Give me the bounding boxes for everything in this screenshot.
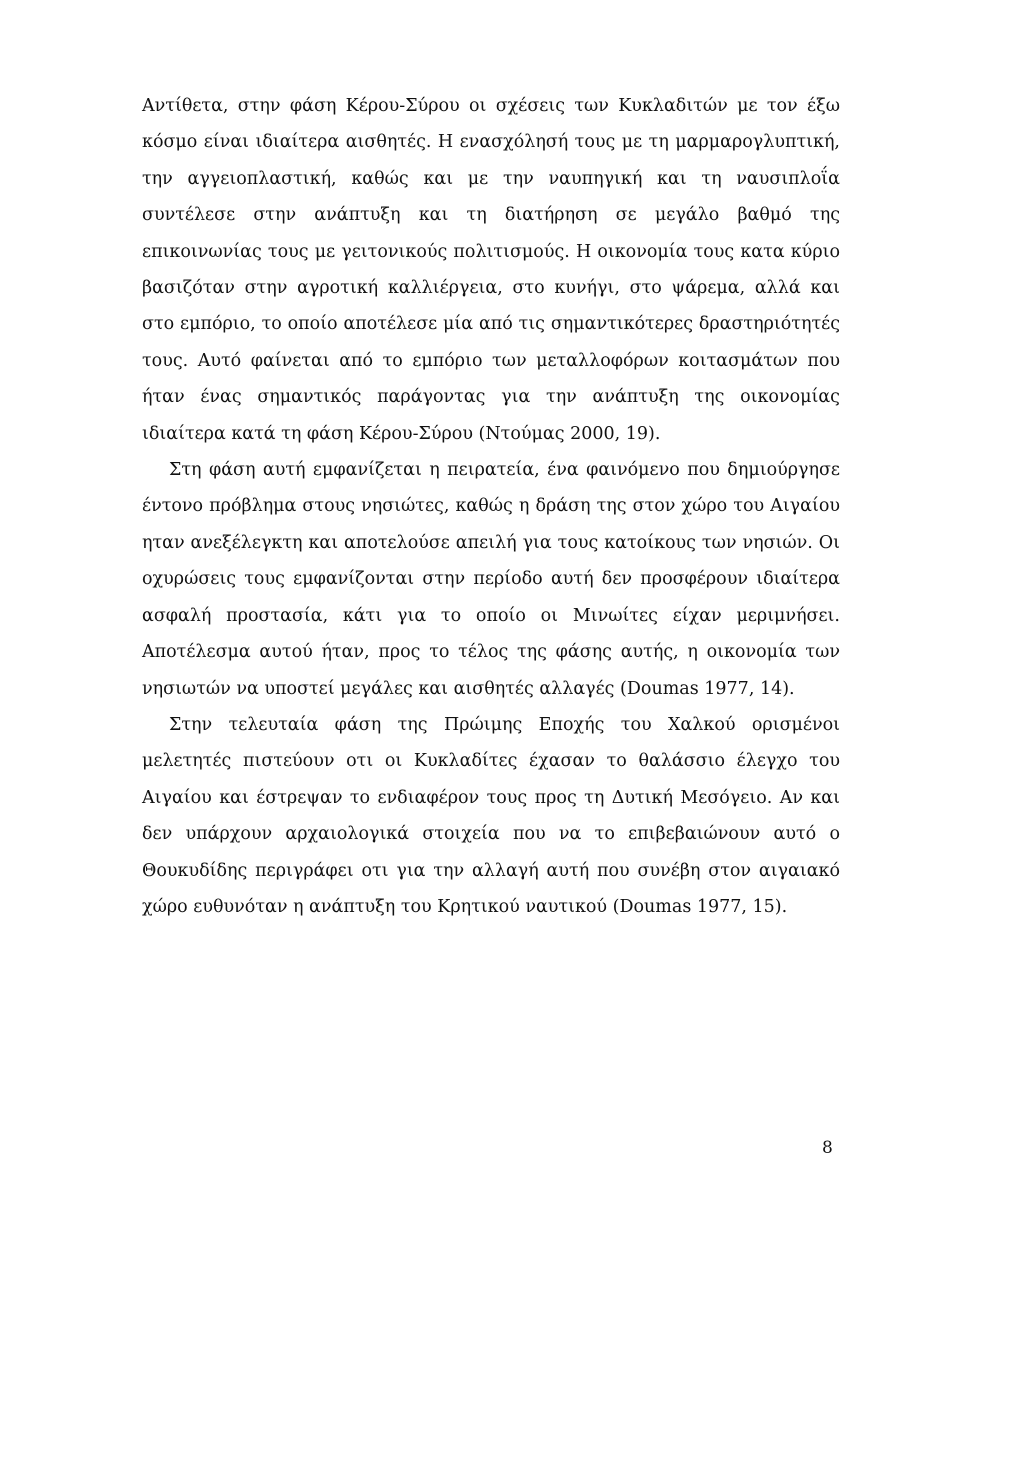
page-number: 8 bbox=[822, 1138, 833, 1158]
paragraph-3: Στην τελευταία φάση της Πρώιμης Εποχής του Χαλκού ορισμένοι μελετητές πιστεύουν οτι οι Κυκλαδίτες έχασαν το θαλάσσιο έλεγχο του Αιγαίου και έστρεψαν το ενδιαφέρον τους προς τη Δυτική Μεσόγειο. Αν και δεν υπάρχουν αρχαιολογικά στοιχεία που να το επιβεβαιώνουν αυτό ο Θουκυδίδης περιγράφει οτι για την αλλαγή αυτή που συνέβη στον αιγαιακό χώρο ευθυνόταν η ανάπτυξη του Κρητικού ναυτικού (Doumas 1977, 15). bbox=[142, 714, 840, 917]
paragraph-1: Αντίθετα, στην φάση Κέρου-Σύρου οι σχέσεις των Κυκλαδιτών με τον έξω κόσμο είναι ιδιαίτερα αισθητές. Η ενασχόλησή τους με τη μαρμαρογλυπτική, την αγγειοπλαστική, καθώς και με την ναυπηγική και τη ναυσιπλοΐα συντέλεσε στην ανάπτυξη και τη διατήρηση σε μεγάλο βαθμό της επικοινωνίας τους με γειτονικούς πολιτισμούς. Η οικονομία τους κατα κύριο βασιζόταν στην αγροτική καλλιέργεια, στο κυνήγι, στο ψάρεμα, αλλά και στο εμπόριο, το οποίο αποτέλεσε μία από τις σημαντικότερες δραστηριότητές τους. Αυτό φαίνεται από το εμπόριο των μεταλλοφόρων κοιτασμάτων που ήταν ένας σημαντικός παράγοντας για την ανάπτυξη της οικονομίας ιδιαίτερα κατά τη φάση Κέρου-Σύρου (Ντούμας 2000, 19). bbox=[142, 96, 840, 444]
paragraph-2: Στη φάση αυτή εμφανίζεται η πειρατεία, ένα φαινόμενο που δημιούργησε έντονο πρόβλημα στους νησιώτες, καθώς η δράση της στον χώρο του Αιγαίου ηταν ανεξέλεγκτη και αποτελούσε απειλή για τους κατοίκους των νησιών. Οι οχυρώσεις τους εμφανίζονται στην περίοδο αυτή δεν προσφέρουν ιδιαίτερα ασφαλή προστασία, κάτι για το οποίο οι Μινωίτες είχαν μεριμνήσει. Αποτέλεσμα αυτού ήταν, προς το τέλος της φάσης αυτής, η οικονομία των νησιωτών να υποστεί μεγάλες και αισθητές αλλαγές (Doumas 1977, 14). bbox=[142, 460, 840, 699]
body-text bbox=[142, 88, 840, 925]
